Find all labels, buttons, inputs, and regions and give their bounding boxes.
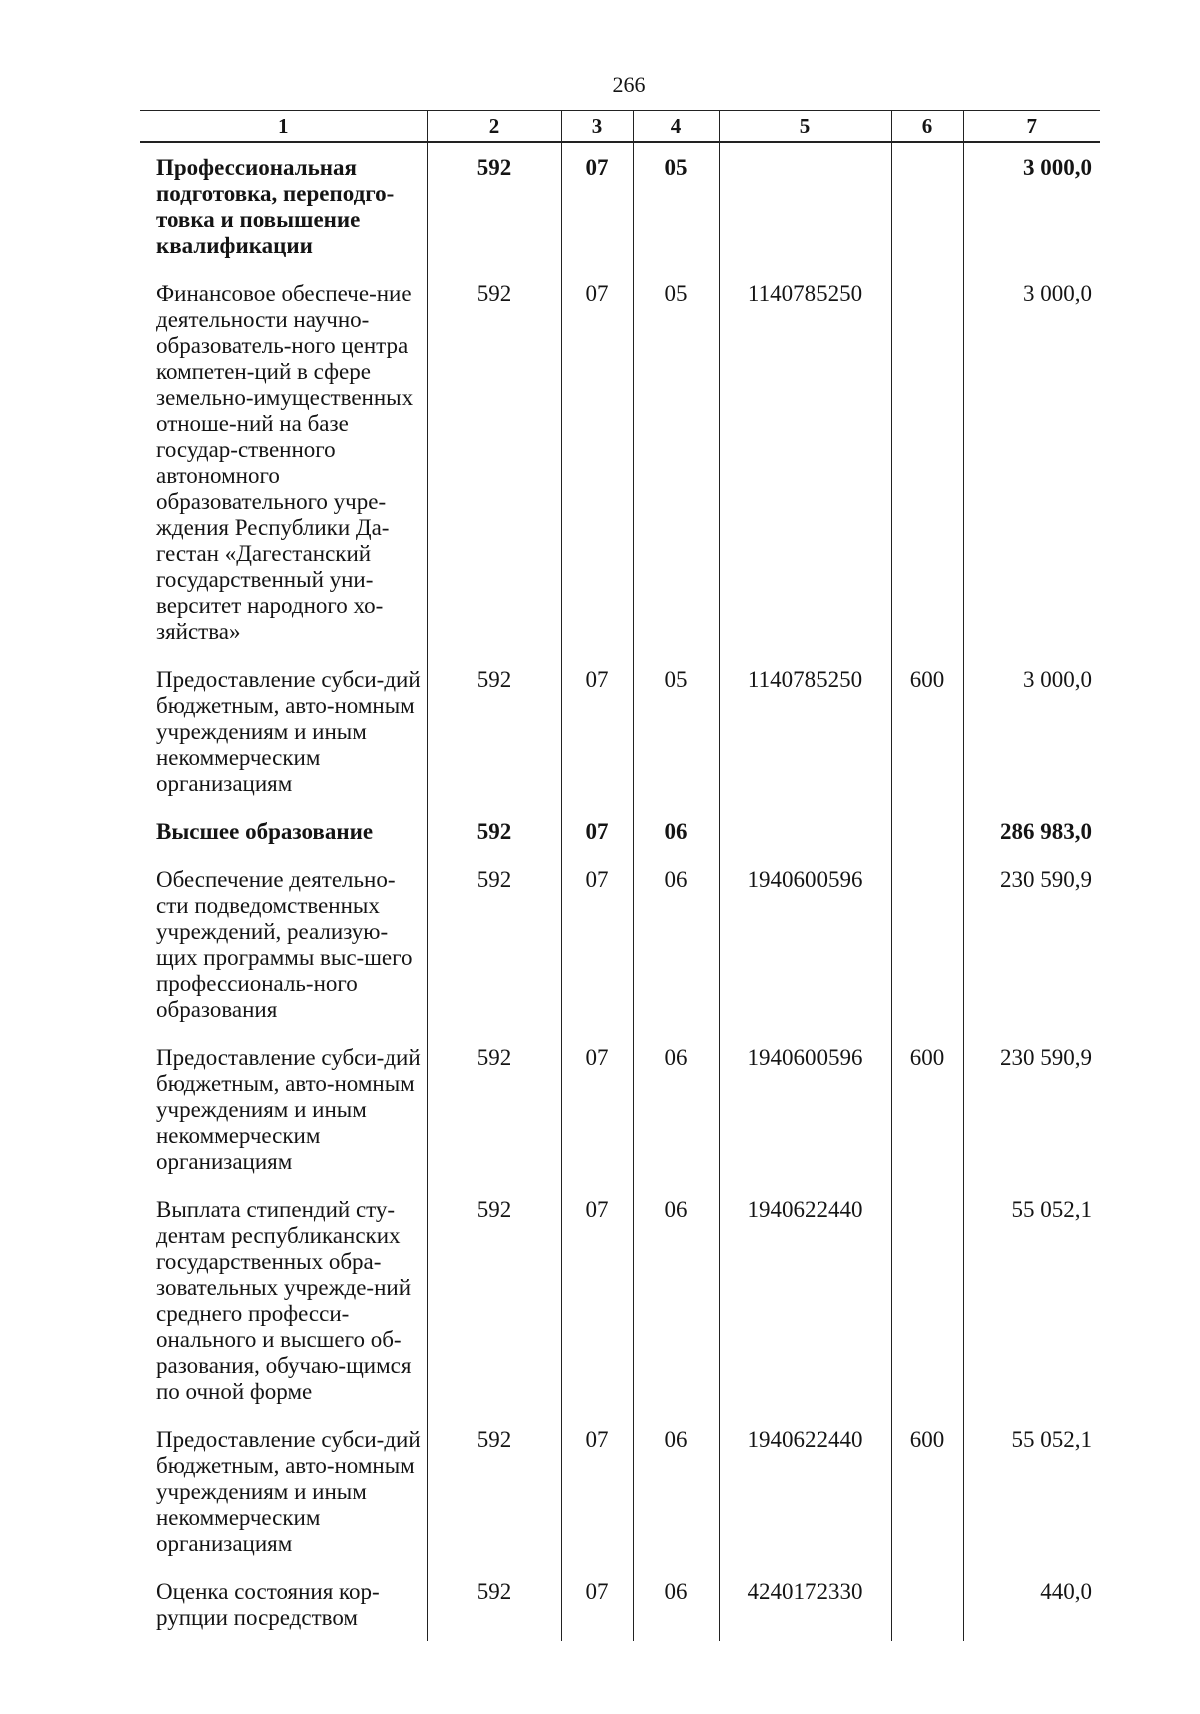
cell-section: 07 (561, 655, 633, 807)
budget-table-container (140, 110, 1100, 1641)
cell-expense-type (891, 855, 963, 1033)
cell-expense-type: 600 (891, 655, 963, 807)
row-description: Выплата стипендий сту-дентам республиканских государственных обра-зовательных учрежде-ний среднего професси-онального и высшего об-разования, обучаю-щимся по очной форме (156, 1197, 412, 1404)
cell-target-article (719, 142, 891, 269)
cell-target-article: 1940622440 (719, 1185, 891, 1415)
cell-target-article: 1940600596 (719, 855, 891, 1033)
table-row (140, 269, 1100, 655)
budget-table (140, 110, 1100, 1641)
cell-subsection: 05 (633, 269, 719, 655)
cell-expense-type: 600 (891, 1415, 963, 1567)
table-row (140, 1185, 1100, 1415)
cell-amount: 230 590,9 (963, 1033, 1100, 1185)
column-header: 2 (427, 111, 561, 143)
table-row (140, 855, 1100, 1033)
table-row (140, 142, 1100, 269)
cell-subsection: 05 (633, 655, 719, 807)
row-description: Финансовое обеспече-ние деятельности научно-образователь-ного центра компетен-ций в сфере земельно-имущественных отноше-ний на базе государ-ственного автономного образовательного учре-ждения Республики Да-гестан «Дагестанский государственный уни-верситет народного хо-зяйства» (156, 281, 414, 644)
row-description: Предоставление субси-дий бюджетным, авто-номным учреждениям и иным некоммерческим организациям (156, 1045, 421, 1174)
column-header: 6 (891, 111, 963, 143)
cell-expense-type (891, 269, 963, 655)
table-body (140, 142, 1100, 1641)
cell-amount: 230 590,9 (963, 855, 1100, 1033)
table-header (140, 111, 1100, 143)
cell-section: 07 (561, 269, 633, 655)
cell-expense-type (891, 1185, 963, 1415)
cell-target-article: 1940622440 (719, 1415, 891, 1567)
cell-section: 07 (561, 855, 633, 1033)
cell-amount: 55 052,1 (963, 1415, 1100, 1567)
cell-ministry-code: 592 (427, 655, 561, 807)
cell-section: 07 (561, 1185, 633, 1415)
column-header: 7 (963, 111, 1100, 143)
page-number: 266 (612, 72, 646, 97)
cell-expense-type (891, 142, 963, 269)
table-row (140, 1033, 1100, 1185)
cell-ministry-code: 592 (427, 855, 561, 1033)
cell-ministry-code: 592 (427, 1185, 561, 1415)
table-row (140, 807, 1100, 855)
cell-ministry-code: 592 (427, 1415, 561, 1567)
cell-ministry-code: 592 (427, 1033, 561, 1185)
row-description: Высшее образование (156, 819, 374, 844)
cell-section: 07 (561, 1415, 633, 1567)
cell-amount: 286 983,0 (963, 807, 1100, 855)
cell-amount: 440,0 (963, 1567, 1100, 1641)
row-description: Профессиональная подготовка, переподго-товка и повышение квалификации (156, 155, 395, 258)
table-row (140, 655, 1100, 807)
cell-ministry-code: 592 (427, 807, 561, 855)
cell-subsection: 06 (633, 1567, 719, 1641)
cell-amount: 3 000,0 (963, 269, 1100, 655)
cell-target-article: 1140785250 (719, 269, 891, 655)
cell-expense-type: 600 (891, 1033, 963, 1185)
cell-target-article: 4240172330 (719, 1567, 891, 1641)
row-description: Предоставление субси-дий бюджетным, авто-номным учреждениям и иным некоммерческим организациям (156, 667, 421, 796)
cell-subsection: 06 (633, 855, 719, 1033)
cell-section: 07 (561, 142, 633, 269)
row-description: Обеспечение деятельно-сти подведомственных учреждений, реализую-щих программы выс-шего профессиональ-ного образования (156, 867, 413, 1022)
cell-amount: 3 000,0 (963, 655, 1100, 807)
cell-amount: 55 052,1 (963, 1185, 1100, 1415)
cell-subsection: 05 (633, 142, 719, 269)
column-header: 4 (633, 111, 719, 143)
cell-amount: 3 000,0 (963, 142, 1100, 269)
column-header: 1 (140, 111, 427, 143)
cell-section: 07 (561, 807, 633, 855)
column-header: 5 (719, 111, 891, 143)
cell-section: 07 (561, 1567, 633, 1641)
cell-section: 07 (561, 1033, 633, 1185)
header-row (140, 111, 1100, 143)
table-row (140, 1415, 1100, 1567)
cell-expense-type (891, 807, 963, 855)
cell-subsection: 06 (633, 1185, 719, 1415)
cell-subsection: 06 (633, 807, 719, 855)
cell-target-article: 1940600596 (719, 1033, 891, 1185)
row-description: Оценка состояния кор-рупции посредством (156, 1579, 380, 1630)
cell-expense-type (891, 1567, 963, 1641)
cell-target-article (719, 807, 891, 855)
cell-subsection: 06 (633, 1033, 719, 1185)
table-row (140, 1567, 1100, 1641)
row-description: Предоставление субси-дий бюджетным, авто-номным учреждениям и иным некоммерческим организациям (156, 1427, 421, 1556)
cell-subsection: 06 (633, 1415, 719, 1567)
cell-ministry-code: 592 (427, 269, 561, 655)
cell-ministry-code: 592 (427, 1567, 561, 1641)
cell-target-article: 1140785250 (719, 655, 891, 807)
column-header: 3 (561, 111, 633, 143)
cell-ministry-code: 592 (427, 142, 561, 269)
